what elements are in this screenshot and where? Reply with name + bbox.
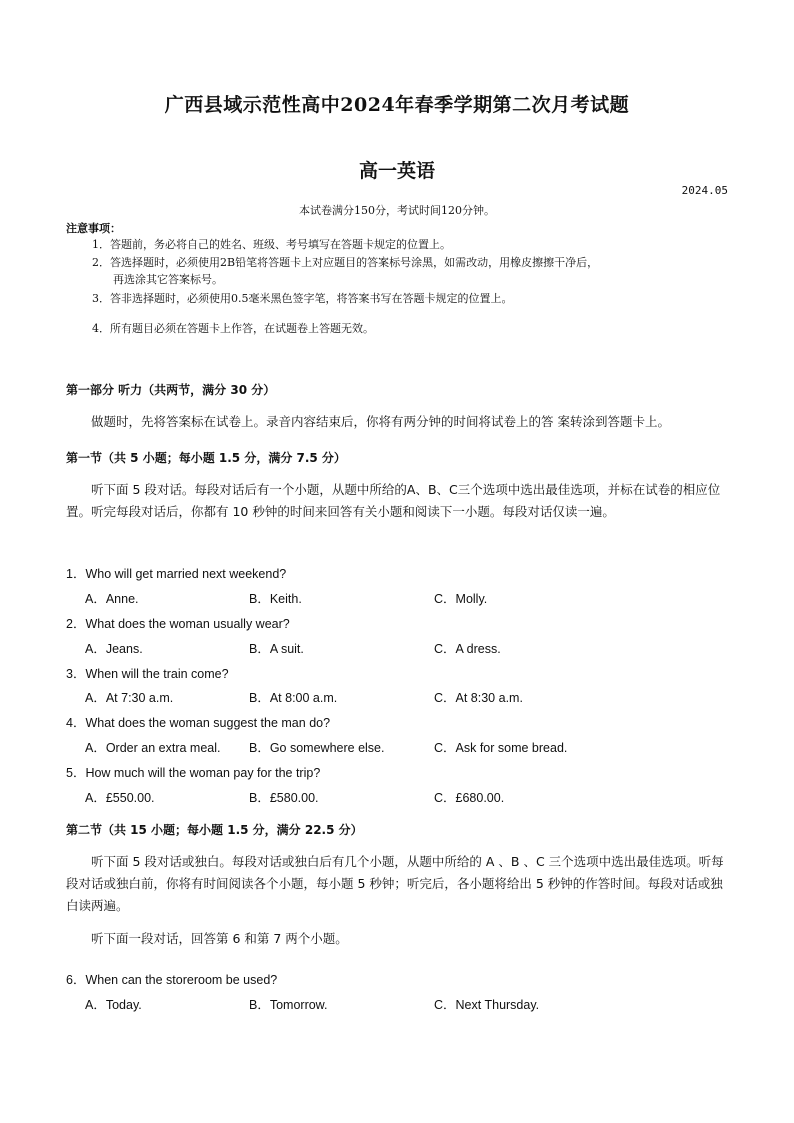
question-stem: 6．When can the storeroom be used? xyxy=(66,973,278,987)
option-c: C．Molly. xyxy=(434,592,488,606)
exam-title: 广西县域示范性高中2024年春季学期第二次月考试题 xyxy=(164,94,630,116)
option-c: C．Ask for some bread. xyxy=(434,741,568,755)
note-line: 1．答题前，务必将自己的姓名、班级、考号填写在答题卡规定的位置上。 xyxy=(92,238,451,251)
part1-instruction: 做题时，先将答案标在试卷上。录音内容结束后，你将有两分钟的时间将试卷上的答 案转涂到答题卡上。 xyxy=(91,414,670,429)
exam-date: 2024.05 xyxy=(681,184,728,197)
question-stem: 2．What does the woman usually wear? xyxy=(66,617,290,631)
option-c: C．Next Thursday. xyxy=(434,998,540,1012)
question-stem: 4．What does the woman suggest the man do? xyxy=(66,716,331,730)
note-item xyxy=(92,290,732,307)
option-b: B．At 8:00 a.m. xyxy=(249,691,338,705)
option-a: A．At 7:30 a.m. xyxy=(85,691,174,705)
section2-sub-instruction: 听下面一段对话，回答第 6 和第 7 两个小题。 xyxy=(91,931,348,946)
question-stem: 3．When will the train come? xyxy=(66,667,229,681)
option-a: A．£550.00. xyxy=(85,791,155,805)
part1-heading: 第一部分 听力（共两节，满分 30 分） xyxy=(66,383,276,397)
section1-heading: 第一节（共 5 小题；每小题 1.5 分，满分 7.5 分） xyxy=(66,451,346,465)
option-a: A．Anne. xyxy=(85,592,139,606)
note-item xyxy=(92,254,732,288)
option-a: A．Order an extra meal. xyxy=(85,741,221,755)
option-b: B．A suit. xyxy=(249,642,304,656)
note-item xyxy=(92,320,732,337)
option-c: C．At 8:30 a.m. xyxy=(434,691,523,705)
note-line: 2．答选择题时，必须使用2B铅笔将答题卡上对应题目的答案标号涂黑，如需改动，用橡皮擦擦干净后， xyxy=(92,256,599,269)
note-line: 3．答非选择题时，必须使用0.5毫米黑色签字笔，将答案书写在答题卡规定的位置上。 xyxy=(92,292,513,305)
option-b: B．Go somewhere else. xyxy=(249,741,385,755)
note-line-continuation: 再选涂其它答案标号。 xyxy=(113,273,223,286)
notes-title: 注意事项： xyxy=(66,222,121,235)
option-a: A．Today. xyxy=(85,998,142,1012)
section2-instruction: 听下面 5 段对话或独白。每段对话或独白后有几个小题，从题中所给的 A 、B 、C 三个选项中选出最佳选项。听每段对话或独白前，你将有时间阅读各个小题，每小题 5 秒钟；听完后，各小题将给出 5 秒钟的作答时间。每段对话或独白读两遍。 xyxy=(66,854,724,913)
option-b: B．£580.00. xyxy=(249,791,319,805)
question-stem: 1．Who will get married next weekend? xyxy=(66,567,287,581)
option-a: A．Jeans. xyxy=(85,642,143,656)
option-c: C．A dress. xyxy=(434,642,501,656)
note-item xyxy=(92,236,732,253)
section2-heading: 第二节（共 15 小题；每小题 1.5 分，满分 22.5 分） xyxy=(66,823,363,837)
section1-instruction: 听下面 5 段对话。每段对话后有一个小题，从题中所给的A、B、C三个选项中选出最佳选项，并标在试卷的相应位置。听完每段对话后，你都有 10 秒钟的时间来回答有关小题和阅读下一小题。每段对话仅读一遍。 xyxy=(66,482,721,519)
question-stem: 5．How much will the woman pay for the trip? xyxy=(66,766,321,780)
option-b: B．Keith. xyxy=(249,592,302,606)
note-line: 4．所有题目必须在答题卡上作答，在试题卷上答题无效。 xyxy=(92,322,374,335)
exam-info: 本试卷满分150分，考试时间120分钟。 xyxy=(299,204,495,217)
option-c: C．£680.00. xyxy=(434,791,505,805)
subject-title: 高一英语 xyxy=(358,160,435,182)
option-b: B．Tomorrow. xyxy=(249,998,328,1012)
